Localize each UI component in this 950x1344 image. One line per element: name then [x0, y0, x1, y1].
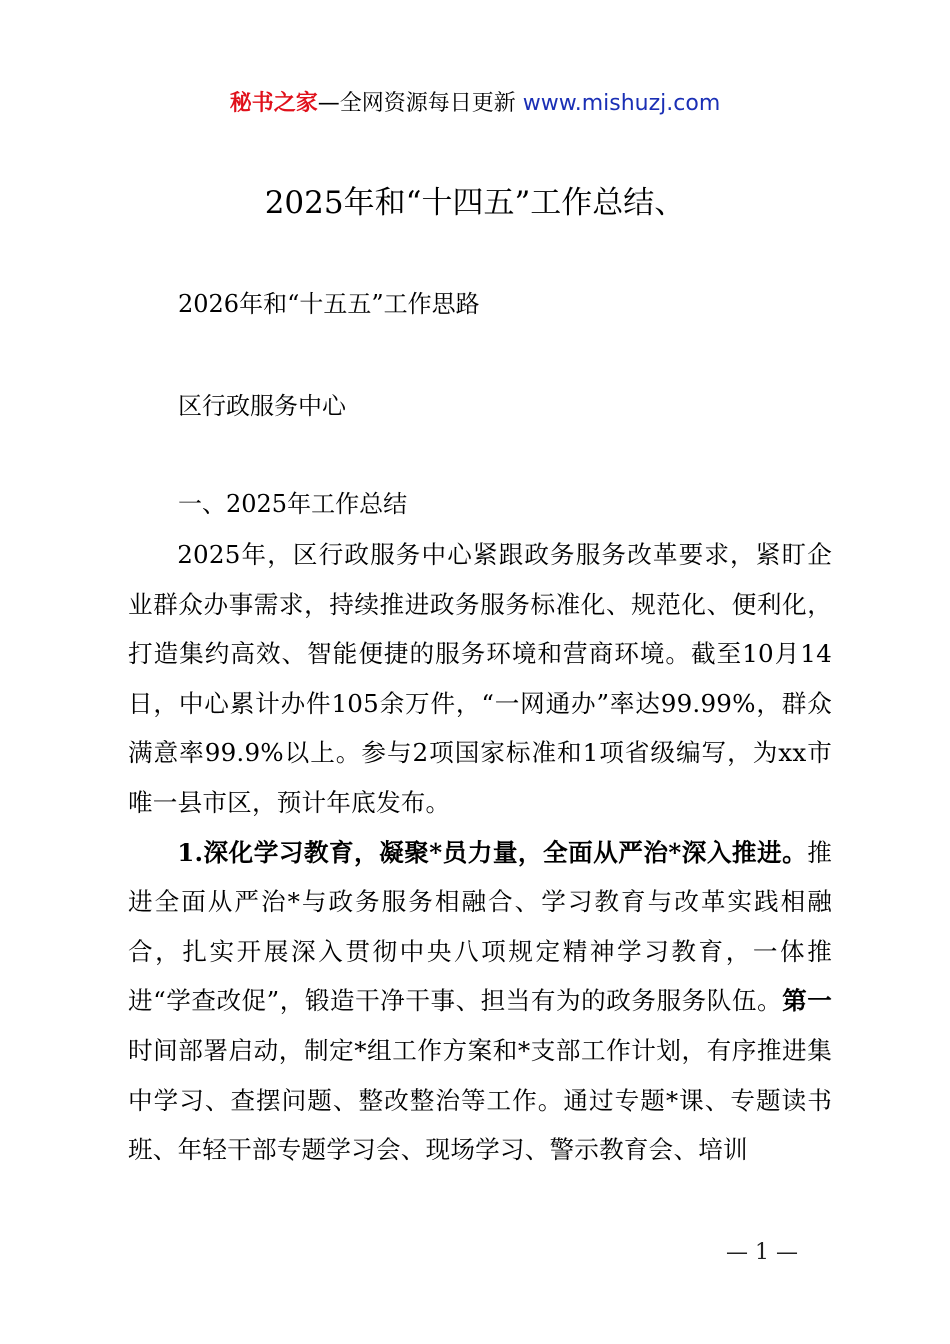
page-number: — 1 — [726, 1240, 798, 1265]
document-subtitle: 2026年和“十五五”工作思路 [178, 290, 480, 318]
site-header [0, 86, 950, 122]
site-url-link[interactable]: www.mishuzj.com [522, 91, 721, 116]
document-body [128, 530, 832, 1175]
paragraph-study-education [128, 828, 832, 1175]
paragraph-tail: 时间部署启动，制定*组工作方案和*支部工作计划，有序推进集中学习、查摆问题、整改整治等工作。通过专题*课、专题读书班、年轻干部专题学习会、现场学习、警示教育会、培训 [128, 1035, 832, 1165]
paragraph-marker: 第一 [782, 986, 832, 1016]
document-title: 2025年和“十四五”工作总结、 [264, 185, 686, 221]
site-slogan: —全网资源每日更新 [317, 91, 523, 116]
organization-name: 区行政服务中心 [178, 392, 346, 420]
paragraph-summary: 2025年，区行政服务中心紧跟政务服务改革要求，紧盯企业群众办事需求，持续推进政务服务标准化、规范化、便利化，打造集约高效、智能便捷的服务环境和营商环境。截至10月14日，中心累计办件105余万件，“一网通办”率达99.99%，群众满意率99.9%以上。参与2项国家标准和1项省级编写，为xx市唯一县市区，预计年底发布。 [128, 540, 832, 817]
section-heading: 一、2025年工作总结 [178, 490, 408, 518]
brand-name: 秘书之家 [229, 91, 318, 116]
paragraph-body: 推进全面从严治*与政务服务相融合、学习教育与改革实践相融合，扎实开展深入贯彻中央八项规定精神学习教育，一体推进“学查改促”，锻造干净干事、担当有为的政务服务队伍。 [128, 837, 832, 1016]
paragraph-lead: 1.深化学习教育，凝聚*员力量，全面从严治*深入推进。 [177, 837, 808, 867]
